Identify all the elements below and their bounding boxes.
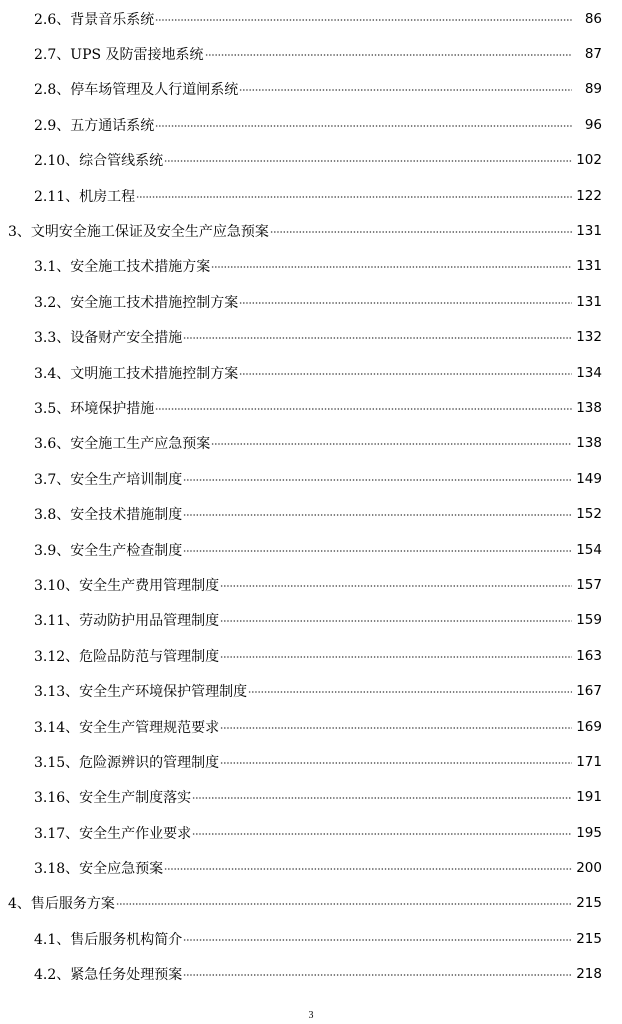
toc-entry[interactable] bbox=[0, 284, 622, 319]
dot-leader bbox=[205, 50, 572, 58]
toc-entry[interactable] bbox=[0, 886, 622, 921]
toc-entry-label: 3.8、安全技术措施制度 bbox=[34, 507, 183, 524]
toc-entry[interactable] bbox=[0, 815, 622, 850]
dot-leader bbox=[155, 15, 572, 23]
toc-entry[interactable] bbox=[0, 567, 622, 602]
toc-entry-page-number: 163 bbox=[576, 647, 602, 664]
toc-entry[interactable] bbox=[0, 72, 622, 107]
dot-leader bbox=[211, 439, 572, 447]
dot-leader bbox=[220, 723, 572, 731]
page-number: 3 bbox=[308, 1010, 314, 1021]
toc-entry[interactable] bbox=[0, 178, 622, 213]
toc-entry-label: 2.7、UPS 及防雷接地系统 bbox=[34, 47, 204, 64]
toc-entry[interactable] bbox=[0, 709, 622, 744]
toc-entry-label: 3.3、设备财产安全措施 bbox=[34, 330, 183, 347]
toc-entry-page-number: 138 bbox=[576, 399, 602, 416]
toc-entry-page-number: 159 bbox=[576, 612, 602, 629]
toc-entry-label: 4.1、售后服务机构简介 bbox=[34, 931, 183, 948]
dot-leader bbox=[164, 864, 572, 872]
toc-entry-label: 3.15、危险源辨识的管理制度 bbox=[34, 754, 220, 771]
toc-entry[interactable] bbox=[0, 143, 622, 178]
toc-entry-label: 3.1、安全施工技术措施方案 bbox=[34, 259, 211, 276]
dot-leader bbox=[220, 616, 572, 624]
dot-leader bbox=[220, 758, 572, 766]
toc-entry[interactable] bbox=[0, 213, 622, 248]
toc-entry[interactable] bbox=[0, 249, 622, 284]
toc-entry[interactable] bbox=[0, 673, 622, 708]
dot-leader bbox=[192, 793, 572, 801]
toc-entry[interactable] bbox=[0, 921, 622, 956]
toc-entry-label: 3.6、安全施工生产应急预案 bbox=[34, 436, 211, 453]
toc-entry-label: 3.10、安全生产费用管理制度 bbox=[34, 577, 220, 594]
dot-leader bbox=[164, 156, 572, 164]
toc-entry-page-number: 157 bbox=[576, 576, 602, 593]
toc-entry-label: 3.16、安全生产制度落实 bbox=[34, 790, 192, 807]
toc-entry-label: 2.10、综合管线系统 bbox=[34, 153, 164, 170]
dot-leader bbox=[220, 652, 572, 660]
toc-entry-label: 4、售后服务方案 bbox=[8, 896, 115, 913]
toc-entry-page-number: 154 bbox=[576, 541, 602, 558]
toc-entry-page-number: 102 bbox=[576, 152, 602, 169]
dot-leader bbox=[183, 546, 572, 554]
dot-leader bbox=[192, 829, 572, 837]
dot-leader bbox=[183, 333, 572, 341]
toc-entry-page-number: 191 bbox=[576, 789, 602, 806]
toc-entry-page-number: 152 bbox=[576, 506, 602, 523]
dot-leader bbox=[183, 475, 572, 483]
toc-entry-label: 3.9、安全生产检查制度 bbox=[34, 542, 183, 559]
toc-entry-page-number: 96 bbox=[584, 116, 602, 133]
toc-entry[interactable] bbox=[0, 780, 622, 815]
toc-entry-label: 3.17、安全生产作业要求 bbox=[34, 825, 192, 842]
table-of-contents bbox=[0, 1, 622, 992]
dot-leader bbox=[155, 121, 572, 129]
toc-entry[interactable] bbox=[0, 532, 622, 567]
toc-entry-label: 3.11、劳动防护用品管理制度 bbox=[34, 613, 220, 630]
dot-leader bbox=[239, 369, 572, 377]
dot-leader bbox=[211, 262, 572, 270]
toc-entry[interactable] bbox=[0, 603, 622, 638]
dot-leader bbox=[183, 970, 572, 978]
toc-entry-label: 3.4、文明施工技术措施控制方案 bbox=[34, 365, 239, 382]
toc-entry-page-number: 218 bbox=[576, 966, 602, 983]
toc-entry-page-number: 131 bbox=[576, 293, 602, 310]
toc-entry-label: 3.7、安全生产培训制度 bbox=[34, 471, 183, 488]
toc-entry[interactable] bbox=[0, 744, 622, 779]
dot-leader bbox=[270, 227, 572, 235]
toc-entry-page-number: 169 bbox=[576, 718, 602, 735]
toc-entry-label: 3.18、安全应急预案 bbox=[34, 861, 164, 878]
toc-entry-page-number: 131 bbox=[576, 223, 602, 240]
toc-entry-label: 3、文明安全施工保证及安全生产应急预案 bbox=[8, 224, 269, 241]
dot-leader bbox=[239, 298, 572, 306]
toc-entry[interactable] bbox=[0, 390, 622, 425]
toc-entry-page-number: 87 bbox=[584, 46, 602, 63]
dot-leader bbox=[220, 581, 572, 589]
toc-entry-page-number: 134 bbox=[576, 364, 602, 381]
toc-entry-page-number: 122 bbox=[576, 187, 602, 204]
toc-entry[interactable] bbox=[0, 957, 622, 992]
dot-leader bbox=[116, 899, 572, 907]
toc-entry-page-number: 167 bbox=[576, 683, 602, 700]
toc-entry-label: 3.13、安全生产环境保护管理制度 bbox=[34, 684, 248, 701]
dot-leader bbox=[183, 510, 572, 518]
toc-entry-label: 2.8、停车场管理及人行道闸系统 bbox=[34, 82, 239, 99]
toc-entry-label: 2.11、机房工程 bbox=[34, 188, 136, 205]
toc-entry-page-number: 138 bbox=[576, 435, 602, 452]
toc-entry-page-number: 215 bbox=[576, 895, 602, 912]
toc-entry-page-number: 215 bbox=[576, 930, 602, 947]
toc-entry[interactable] bbox=[0, 107, 622, 142]
toc-entry[interactable] bbox=[0, 320, 622, 355]
toc-entry[interactable] bbox=[0, 496, 622, 531]
toc-entry-page-number: 89 bbox=[584, 81, 602, 98]
toc-entry[interactable] bbox=[0, 461, 622, 496]
toc-entry-label: 3.5、环境保护措施 bbox=[34, 400, 155, 417]
toc-entry-page-number: 132 bbox=[576, 329, 602, 346]
dot-leader bbox=[248, 687, 572, 695]
toc-entry[interactable] bbox=[0, 426, 622, 461]
toc-entry[interactable] bbox=[0, 355, 622, 390]
toc-entry-page-number: 200 bbox=[576, 860, 602, 877]
toc-entry-label: 3.14、安全生产管理规范要求 bbox=[34, 719, 220, 736]
toc-entry-page-number: 131 bbox=[576, 258, 602, 275]
toc-entry-label: 3.2、安全施工技术措施控制方案 bbox=[34, 294, 239, 311]
toc-entry-label: 2.9、五方通话系统 bbox=[34, 117, 155, 134]
toc-entry[interactable] bbox=[0, 638, 622, 673]
toc-entry-label: 2.6、背景音乐系统 bbox=[34, 11, 155, 28]
toc-entry-page-number: 171 bbox=[576, 753, 602, 770]
toc-entry-label: 3.12、危险品防范与管理制度 bbox=[34, 648, 220, 665]
toc-entry[interactable] bbox=[0, 36, 622, 71]
toc-entry-label: 4.2、紧急任务处理预案 bbox=[34, 967, 183, 984]
dot-leader bbox=[155, 404, 572, 412]
toc-entry-page-number: 86 bbox=[584, 10, 602, 27]
toc-entry[interactable] bbox=[0, 1, 622, 36]
dot-leader bbox=[183, 935, 572, 943]
dot-leader bbox=[136, 192, 572, 200]
toc-entry-page-number: 195 bbox=[576, 824, 602, 841]
dot-leader bbox=[239, 85, 572, 93]
toc-entry-page-number: 149 bbox=[576, 470, 602, 487]
toc-entry[interactable] bbox=[0, 850, 622, 885]
